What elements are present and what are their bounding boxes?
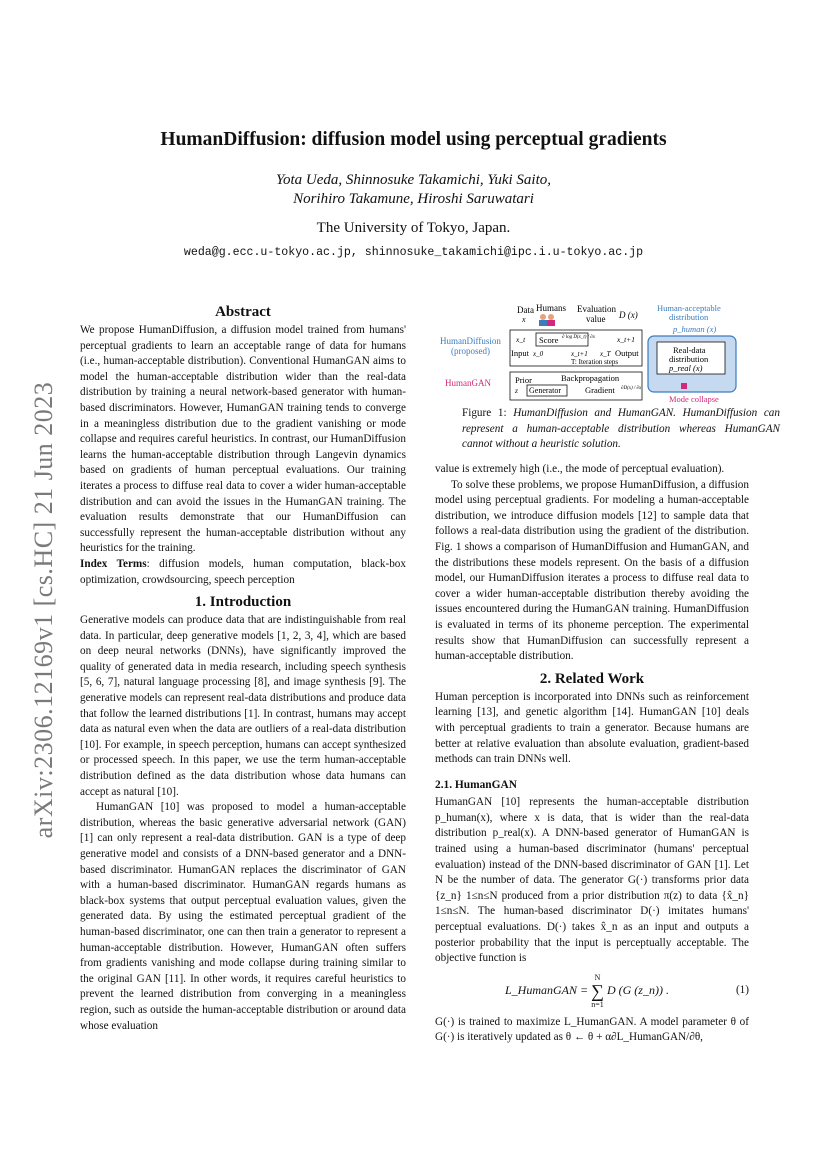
grad-frac: ∂D(x) / ∂x — [621, 386, 642, 391]
left-column — [80, 298, 406, 1034]
iter-label: T: Iteration steps — [571, 358, 619, 366]
abstract-text: We propose HumanDiffusion, a diffusion model trained from humans' perceptual gradients to learn an acceptable range of data for humans (i.e., human-acceptable distribution). Conventional HumanGAN aims to model the human-acceptable distribution wider than the real-data distribution by training a neural network-based generator with human-based discriminators. However, HumanGAN training tends to converge in a meaningless distribution due to the gradient vanishing or mode collapse and requires careful heuristics. In contrast, our HumanDiffusion learns the human-acceptable distribution through Langevin dynamics based on gradients of human perceptual evaluations. Our training iterates a process to diffuse real data to cover a wider human-acceptable distribution and can avoid the issues in the HumanGAN training. The evaluation results demonstrate that our HumanDiffusion can successfully represent the human-acceptable distribution without any heuristics for the training. — [80, 324, 406, 555]
x0-label: x_0 — [533, 350, 544, 358]
intro-p2: HumanGAN [10] was proposed to model a human-acceptable distribution, whereas the basic generative adversarial network (GAN) [1] can only represent a real-data distribution. GAN is a type of deep generative model and consists of a DNN-based generator and a DNN-based discriminator. HumanGAN replaces the discriminator of GAN with a human-based discriminator. HumanGAN regards humans as black-box systems that output perceptual evaluation values, given the generated data. By using the estimated perceptual gradient of the human-based discriminator, one can then train a generator to represent a human-acceptable distribution. However, HumanGAN often suffers from gradients vanishing and mode collapse during training similar to the original GAN [11]. In other words, it requires careful heuristics to prevent the learned distribution from converging in a meaningless region, such as outside the human-acceptable distribution or around data whose evaluation — [80, 801, 406, 1032]
xt1-label: x_t+1 — [617, 335, 635, 344]
sum-top: N — [594, 972, 601, 982]
sum-operator: N ∑ n=1 — [591, 972, 604, 1009]
sum-bottom: n=1 — [591, 999, 604, 1009]
dx-label: D (x) — [619, 310, 638, 320]
real-label: Real-data — [673, 345, 706, 355]
equation-rhs: D (G (z_n)) . — [606, 982, 669, 997]
arxiv-id: arXiv:2306.12169v1 [cs.HC] 21 Jun 2023 — [29, 381, 58, 839]
score-label: Score — [539, 335, 559, 345]
xT-label: x_T — [600, 350, 611, 358]
humans-icon — [539, 314, 555, 326]
preal-label: p_real (x) — [669, 363, 703, 373]
right-column — [435, 462, 749, 1046]
equation-number: (1) — [735, 984, 749, 997]
paper-title: HumanDiffusion: diffusion model using perceptual gradients — [160, 129, 667, 150]
abstract-heading: Abstract — [215, 304, 271, 320]
real-label-2: distribution — [669, 354, 709, 364]
intro-p3: value is extremely high (i.e., the mode of perceptual evaluation). — [435, 463, 725, 475]
authors-line-1: Yota Ueda, Shinnosuke Takamichi, Yuki Saito, — [275, 172, 552, 188]
related-p3: G(·) is trained to maximize L_HumanGAN. A model parameter θ of G(·) is iteratively updated as θ ← θ + α∂L_HumanGAN/∂θ, — [435, 1015, 749, 1044]
mode-collapse-marker — [681, 383, 687, 389]
figure-caption — [462, 406, 780, 453]
intro-p1: Generative models can produce data that are indistinguishable from real data. In particular, deep generative models [1, 2, 3, 4], which are based on deep neural networks (DNNs), have significantly improved the quality of generated data in media research, including speech synthesis [5, 6, 7], natural language processing [8], and image synthesis [9]. The generative models can represent real-data distributions and produce data that follow the learned distributions [1]. In contrast, humans may accept data as natural even when the data are outliers of a real-data distribution [10]. For example, in speech perception, humans can accept synthesized or processed speech. In this paper, we use the term human-acceptable distribution defined as the data distribution whose data humans can accept as natural [10]. — [80, 614, 406, 798]
humans-label: Humans — [536, 303, 566, 313]
backprop-label: Backpropagation — [561, 373, 620, 383]
index-terms-label: Index Terms — [80, 557, 147, 570]
data-var: x — [522, 315, 526, 324]
humangan-label: HumanGAN — [445, 378, 491, 388]
evaluation-label: Evaluation — [577, 304, 616, 314]
prior-label: Prior — [515, 375, 532, 385]
authors-line-2: Norihiro Takamune, Hiroshi Saruwatari — [293, 191, 534, 207]
collapse-label: Mode collapse — [669, 394, 719, 404]
humandiffusion-label: HumanDiffusion — [440, 336, 501, 346]
phuman-label: p_human (x) — [673, 324, 717, 334]
xtt-label: x_t+1 — [571, 350, 588, 358]
z-label: z — [515, 386, 518, 395]
authors — [0, 171, 827, 209]
affiliation: The University of Tokyo, Japan. — [316, 220, 511, 236]
value-label: value — [586, 314, 606, 324]
figure-diagram — [435, 300, 753, 408]
output-label: Output — [615, 348, 639, 358]
arxiv-sidebar — [24, 360, 64, 860]
related-heading: 2. Related Work — [539, 670, 645, 687]
proposed-label: (proposed) — [451, 346, 490, 356]
emails: weda@g.ecc.u-tokyo.ac.jp, shinnosuke_takamichi@ipc.i.u-tokyo.ac.jp — [183, 246, 644, 259]
hdist-label: Human-acceptable — [657, 303, 721, 313]
equation-body — [505, 973, 669, 1009]
caption-label: Figure 1: — [462, 407, 514, 419]
index-terms-text: : diffusion models, human computation, black-box optimization, crowdsourcing, speech perception — [80, 557, 406, 586]
equation-1 — [435, 967, 749, 1015]
intro-heading: 1. Introduction — [194, 594, 292, 611]
intro-p4: To solve these problems, we propose HumanDiffusion, a diffusion model using perceptual gradients. For modeling a human-acceptable distribution, we introduce diffusion models [12] to sample data that follows a real-data distribution using the gradient of the distribution. Fig. 1 shows a comparison of HumanDiffusion and HumanGAN, and the distributions these models represent. On the basis of a diffusion model, our HumanDiffusion iterates a process to diffuse real data to cover a wider human-acceptable distribution thereby avoiding the issues encountered during the HumanGAN training. HumanDiffusion is evaluated in terms of its phoneme perception. The experimental results show that HumanDiffusion can successfully represent a human-acceptable distribution. — [435, 478, 749, 663]
input-label: Input — [511, 348, 529, 358]
figure-1 — [435, 300, 753, 408]
equation-lhs: L_HumanGAN = — [505, 982, 589, 997]
generator-label: Generator — [529, 386, 561, 395]
hdist-label-2: distribution — [669, 312, 709, 322]
xt-label: x_t — [516, 335, 526, 344]
index-terms — [80, 557, 406, 588]
data-label: Data — [517, 305, 534, 315]
caption-text: HumanDiffusion and HumanGAN. HumanDiffusion can represent a human-acceptable distribution whereas HumanGAN cannot without a heuristic solution. — [462, 407, 780, 451]
gradient-label: Gradient — [585, 385, 615, 395]
score-frac: ∂ log D(x_t) / ∂x — [562, 335, 595, 340]
related-p2: HumanGAN [10] represents the human-acceptable distribution p_human(x), where x is data, that is wider than the real-data distribution p_real(x). A DNN-based generator of HumanGAN is trained using a human-based discriminator (humans' perceptual evaluation) instead of the DNN-based discriminator of GAN [1]. Let N be the number of data. The generator G(·) transforms prior data {z_n} 1≤n≤N produced from a prior distribution π(z) to data {x̂_n} 1≤n≤N. The human-based discriminator D(·) imitates humans' perceptual evaluations. D(·) takes x̂_n as an input and outputs a posterior probability that the input is perceptually acceptable. The objective function is — [435, 796, 749, 965]
related-p1: Human perception is incorporated into DNNs such as reinforcement learning [13], and genetic algorithm [14]. HumanGAN [10] deals with perceptual gradients to train a generator. Because humans are better at relative evaluation than absolute evaluation, gradient-based methods can train DNNs well. — [435, 690, 749, 766]
humangan-subheading: 2.1. HumanGAN — [435, 778, 517, 791]
